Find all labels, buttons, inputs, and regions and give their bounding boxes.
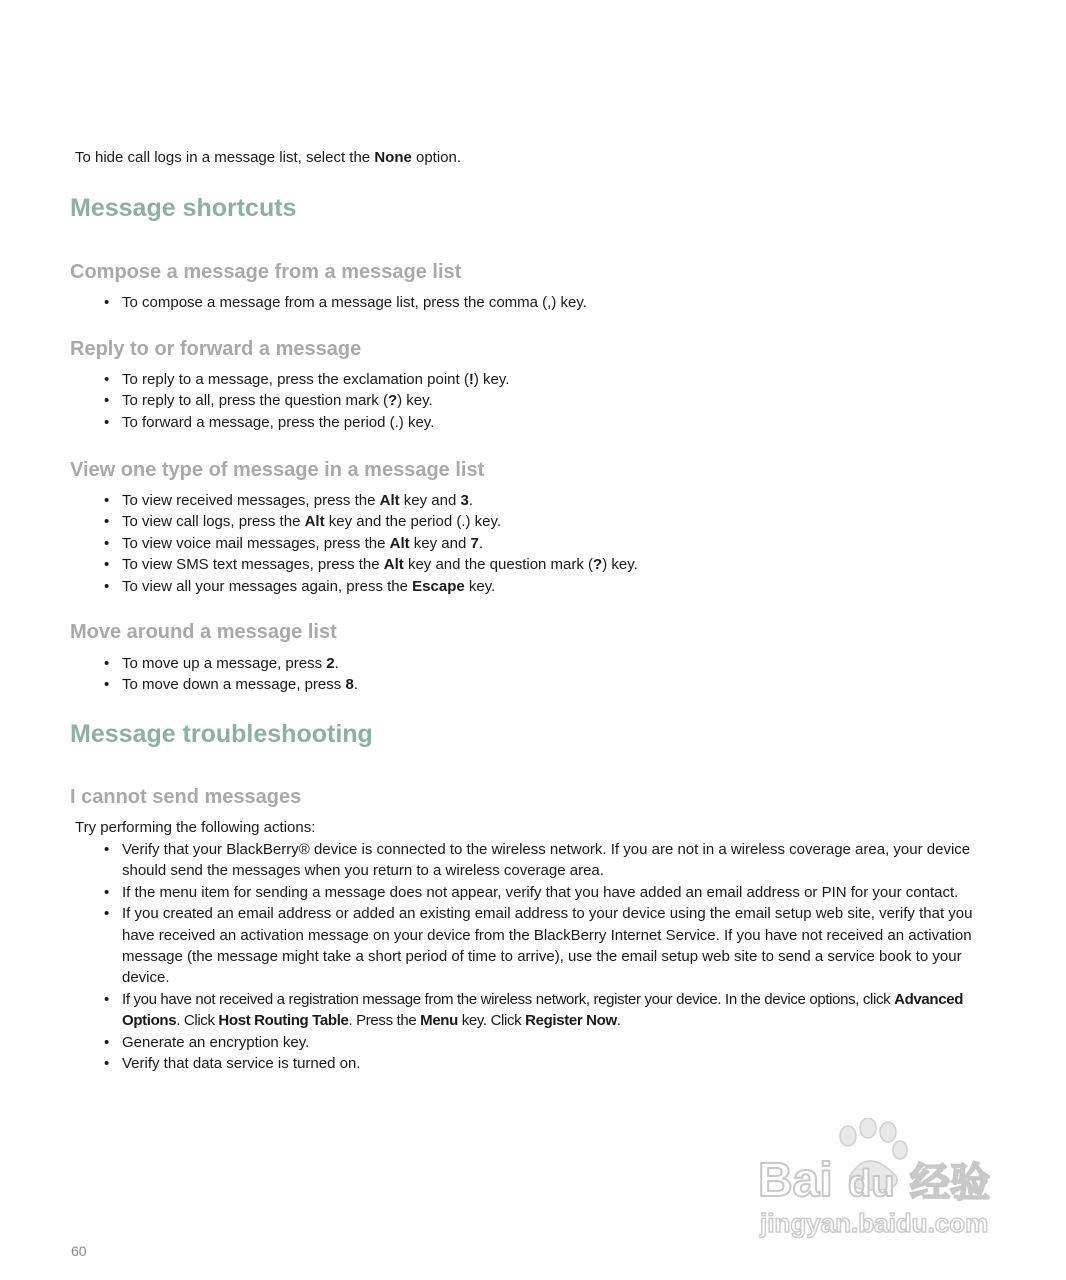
subheading-cannot-send: I cannot send messages xyxy=(70,786,302,808)
baidu-jingyan-watermark xyxy=(750,1118,1010,1248)
list-item: • To view received messages, press the Alt key and 3. xyxy=(104,490,1004,511)
section-title-message-shortcuts: Message shortcuts xyxy=(70,194,297,222)
list-item: • Generate an encryption key. xyxy=(104,1032,1004,1053)
reply-list xyxy=(104,369,1004,433)
list-item: • To view call logs, press the Alt key and the period (.) key. xyxy=(104,511,1004,532)
watermark-brand: Bai xyxy=(758,1154,833,1207)
section-title-message-troubleshooting: Message troubleshooting xyxy=(70,720,373,748)
troubleshooting-intro: Try performing the following actions: xyxy=(75,819,316,836)
list-item: • Verify that your BlackBerry® device is connected to the wireless network. If you are not in a wireless coverage area, your device should send the messages when you return to a wireless coverage area. xyxy=(104,839,1004,882)
subheading-move: Move around a message list xyxy=(70,621,337,643)
list-item: • To move down a message, press 8. xyxy=(104,674,1004,695)
list-item: • To move up a message, press 2. xyxy=(104,653,1004,674)
move-list xyxy=(104,653,1004,696)
list-item: • If the menu item for sending a message does not appear, verify that you have added an email address or PIN for your contact. xyxy=(104,882,1004,903)
intro-text: To hide call logs in a message list, select the None option. xyxy=(75,149,462,166)
watermark-cn: 经验 xyxy=(910,1160,990,1206)
list-item: • To view all your messages again, press the Escape key. xyxy=(104,576,1004,597)
watermark-url: jingyan.baidu.com xyxy=(760,1208,989,1238)
subheading-reply: Reply to or forward a message xyxy=(70,338,362,360)
list-item: • To compose a message from a message list, press the comma (,) key. xyxy=(104,292,1004,313)
list-item: • To reply to all, press the question mark (?) key. xyxy=(104,390,1004,411)
list-item: • If you have not received a registration message from the wireless network, register your device. In the device options, click Advanced Options. Click Host Routing Table. Press the Menu key. Click Register Now. xyxy=(104,989,1004,1032)
list-item: • To reply to a message, press the exclamation point (!) key. xyxy=(104,369,1004,390)
list-item: • Verify that data service is turned on. xyxy=(104,1053,1004,1074)
view-type-list xyxy=(104,490,1004,597)
list-item: • To view SMS text messages, press the Alt key and the question mark (?) key. xyxy=(104,554,1004,575)
compose-list xyxy=(104,292,1004,313)
list-item: • If you created an email address or added an existing email address to your device using the email setup web site, verify that you have received an activation message on your device from the BlackBerry Internet Service. If you have not received an activation message (the message might take a short period of time to arrive), use the email setup web site to send a service book to your device. xyxy=(104,903,1004,989)
list-item: • To view voice mail messages, press the Alt key and 7. xyxy=(104,533,1004,554)
watermark-brand2: du xyxy=(848,1163,895,1205)
list-item: • To forward a message, press the period (.) key. xyxy=(104,412,1004,433)
subheading-view-type: View one type of message in a message list xyxy=(70,459,485,481)
subheading-compose: Compose a message from a message list xyxy=(70,261,462,283)
troubleshooting-list xyxy=(104,839,1004,1074)
page-number: 60 xyxy=(71,1243,87,1259)
